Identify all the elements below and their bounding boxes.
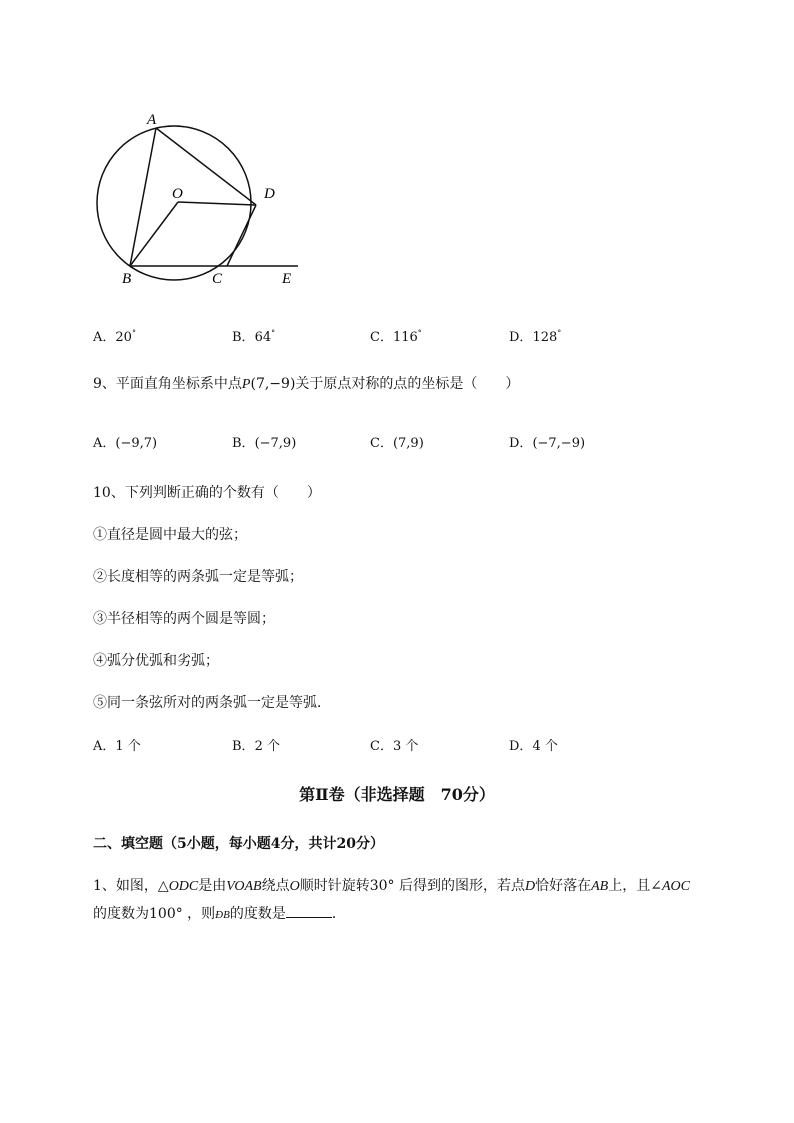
q10-statement-2: ②长度相等的两条弧一定是等弧； <box>93 569 303 585</box>
option-letter: A． <box>93 330 116 345</box>
fill1-line2 <box>93 903 346 923</box>
text: 的度数为100° ，则 <box>93 906 216 922</box>
option-letter: D． <box>509 436 533 451</box>
q9-text-suffix: 关于原点对称的点的坐标是（ ） <box>295 376 520 392</box>
segment-ob <box>130 202 178 266</box>
option-letter: D． <box>509 739 533 754</box>
q10-option-a[interactable] <box>93 735 141 754</box>
q9-option-a[interactable] <box>93 432 157 451</box>
part-title: 二、填空题（5小题，每小题4分，共计20分） <box>93 836 384 852</box>
q8-option-a[interactable] <box>93 326 136 345</box>
text: 绕点 <box>261 878 290 894</box>
section-title: 第Ⅱ卷（非选择题 70分） <box>299 785 495 804</box>
degree-sign: ° <box>271 328 276 338</box>
option-letter: A． <box>93 436 116 451</box>
text: 上，且∠ <box>608 878 662 894</box>
label-a: A <box>147 112 157 128</box>
math-ab: AB <box>591 879 609 894</box>
option-value: 20 <box>115 330 132 345</box>
option-letter: D． <box>509 330 533 345</box>
math-o: O <box>289 879 300 894</box>
math-aoc: AOC <box>661 879 690 894</box>
text: 是由 <box>198 878 227 894</box>
option-value: 1 个 <box>115 739 141 754</box>
option-letter: B． <box>232 739 255 754</box>
q10-statement-5: ⑤同一条弦所对的两条弧一定是等弧． <box>93 695 331 711</box>
option-value: 64 <box>254 330 272 345</box>
label-o: O <box>172 186 183 202</box>
option-letter: B． <box>232 330 255 345</box>
label-c: C <box>212 271 223 287</box>
q8-option-c[interactable] <box>370 326 422 345</box>
label-d: D <box>264 186 275 202</box>
math-d: D <box>525 879 536 894</box>
option-value: 2 个 <box>254 739 280 754</box>
option-letter: B． <box>232 436 255 451</box>
option-value: (−9,7) <box>115 436 158 451</box>
q9-stem <box>93 373 519 393</box>
q9-option-d[interactable] <box>509 432 585 451</box>
option-letter: C． <box>370 739 393 754</box>
text: 顺时针旋转30° 后得到的图形，若点 <box>299 878 525 894</box>
q10-stem: 10、下列判断正确的个数有（ ） <box>93 485 321 501</box>
circle-diagram <box>90 105 310 295</box>
option-value: 4 个 <box>532 739 558 754</box>
answer-blank[interactable] <box>286 905 332 918</box>
q10-option-d[interactable] <box>509 735 558 754</box>
q8-option-d[interactable] <box>509 326 561 345</box>
math-voab: VOAB <box>226 879 262 894</box>
option-value: (−7,−9) <box>532 436 586 451</box>
option-letter: C． <box>370 436 393 451</box>
segment-ab <box>130 128 156 266</box>
label-e: E <box>282 271 292 287</box>
option-value: 128 <box>532 330 558 345</box>
math-odc: ODC <box>168 879 199 894</box>
q9-coords: (7,−9) <box>250 376 296 392</box>
math-db: ÐB <box>215 909 230 921</box>
q10-option-c[interactable] <box>370 735 418 754</box>
segment-od <box>178 202 256 205</box>
option-letter: C． <box>370 330 393 345</box>
option-value: (7,9) <box>392 436 424 451</box>
geometry-figure <box>90 105 310 299</box>
q10-statement-4: ④弧分优弧和劣弧； <box>93 653 219 669</box>
text: ． <box>331 906 346 922</box>
q9-point: P <box>241 377 251 392</box>
text: 恰好落在 <box>535 878 592 894</box>
degree-sign: ° <box>131 328 136 338</box>
option-value: (−7,9) <box>254 436 297 451</box>
q10-statement-1: ①直径是圆中最大的弦； <box>93 527 247 543</box>
q9-text-prefix: 9、平面直角坐标系中点 <box>93 376 242 392</box>
segment-dc <box>227 205 256 266</box>
text: 的度数是 <box>229 906 286 922</box>
option-value: 116 <box>392 330 418 345</box>
option-letter: A． <box>93 739 116 754</box>
circle <box>97 126 251 280</box>
q9-option-b[interactable] <box>232 432 296 451</box>
fill1-line1 <box>93 875 690 895</box>
q9-option-c[interactable] <box>370 432 424 451</box>
degree-sign: ° <box>557 328 562 338</box>
text: 1、如图，△ <box>93 878 169 894</box>
q8-option-b[interactable] <box>232 326 275 345</box>
q10-statement-3: ③半径相等的两个圆是等圆； <box>93 611 275 627</box>
degree-sign: ° <box>417 328 422 338</box>
option-value: 3 个 <box>392 739 419 754</box>
label-b: B <box>122 271 132 287</box>
q10-option-b[interactable] <box>232 735 280 754</box>
